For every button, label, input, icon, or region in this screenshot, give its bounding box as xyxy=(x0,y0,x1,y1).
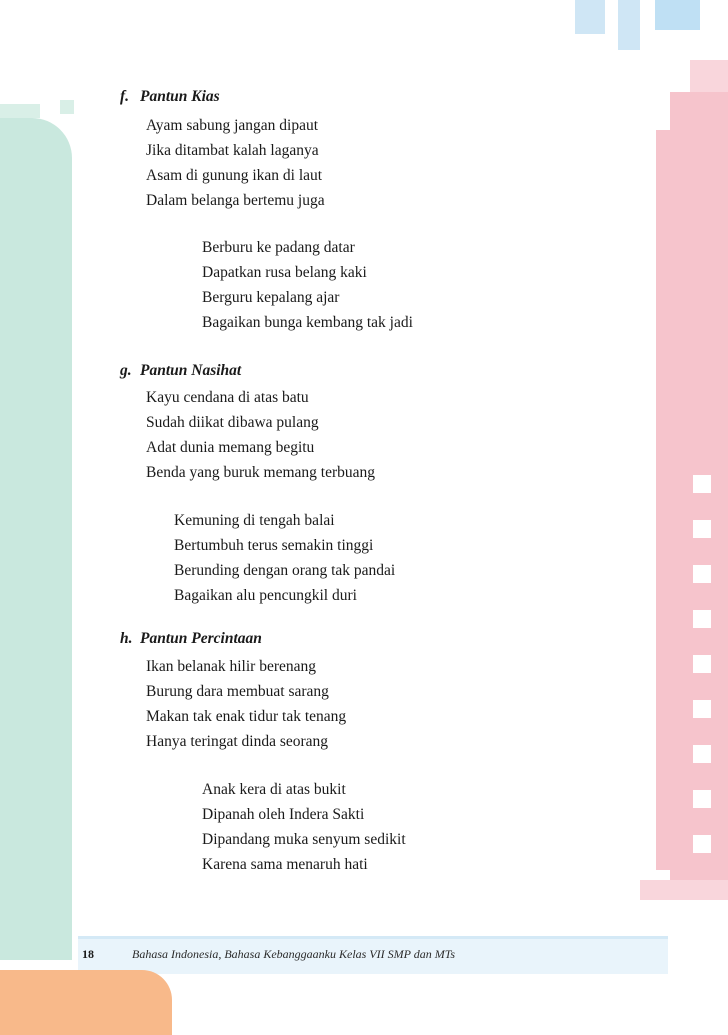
poem-line: Asam di gunung ikan di laut xyxy=(146,167,323,184)
poem-line: Sudah diikat dibawa pulang xyxy=(146,414,319,431)
section-letter: f. xyxy=(120,88,130,105)
poem-line: Jika ditambat kalah laganya xyxy=(146,142,319,159)
poem-line: Benda yang buruk memang terbuang xyxy=(146,464,375,481)
poem-line: Berunding dengan orang tak pandai xyxy=(174,562,396,579)
poem-line: Dipandang muka senyum sedikit xyxy=(202,831,406,848)
poem-line: Dapatkan rusa belang kaki xyxy=(202,264,367,281)
poem-line: Kayu cendana di atas batu xyxy=(146,389,309,406)
poem-line: Berburu ke padang datar xyxy=(202,239,355,256)
stanza xyxy=(146,385,375,485)
section-letter: h. xyxy=(120,630,133,647)
poem-line: Dalam belanga bertemu juga xyxy=(146,192,325,209)
poem-line: Dipanah oleh Indera Sakti xyxy=(202,806,365,823)
section-title: Pantun Kias xyxy=(140,88,220,105)
section-heading-kias xyxy=(120,88,220,106)
poem-line: Kemuning di tengah balai xyxy=(174,512,335,529)
poem-line: Ikan belanak hilir berenang xyxy=(146,658,316,675)
poem-line: Berguru kepalang ajar xyxy=(202,289,340,306)
section-title: Pantun Nasihat xyxy=(140,362,242,379)
stanza xyxy=(202,235,413,335)
poem-line: Bagaikan bunga kembang tak jadi xyxy=(202,314,413,331)
stanza xyxy=(202,777,406,877)
book-title-footer: Bahasa Indonesia, Bahasa Kebanggaanku Kelas VII SMP dan MTs xyxy=(132,947,455,961)
poem-line: Adat dunia memang begitu xyxy=(146,439,315,456)
stanza xyxy=(174,508,395,608)
poem-line: Karena sama menaruh hati xyxy=(202,856,368,873)
poem-line: Hanya teringat dinda seorang xyxy=(146,733,329,750)
section-title: Pantun Percintaan xyxy=(140,630,262,647)
poem-line: Bertumbuh terus semakin tinggi xyxy=(174,537,374,554)
stanza xyxy=(146,654,346,754)
poem-line: Anak kera di atas bukit xyxy=(202,781,346,798)
stanza xyxy=(146,113,325,213)
poem-line: Burung dara membuat sarang xyxy=(146,683,329,700)
poem-line: Ayam sabung jangan dipaut xyxy=(146,117,319,134)
section-heading-nasihat xyxy=(120,362,241,380)
section-letter: g. xyxy=(120,362,132,379)
section-heading-percintaan xyxy=(120,630,262,648)
page-number: 18 xyxy=(82,947,94,961)
poem-line: Bagaikan alu pencungkil duri xyxy=(174,587,357,604)
poem-line: Makan tak enak tidur tak tenang xyxy=(146,708,347,725)
